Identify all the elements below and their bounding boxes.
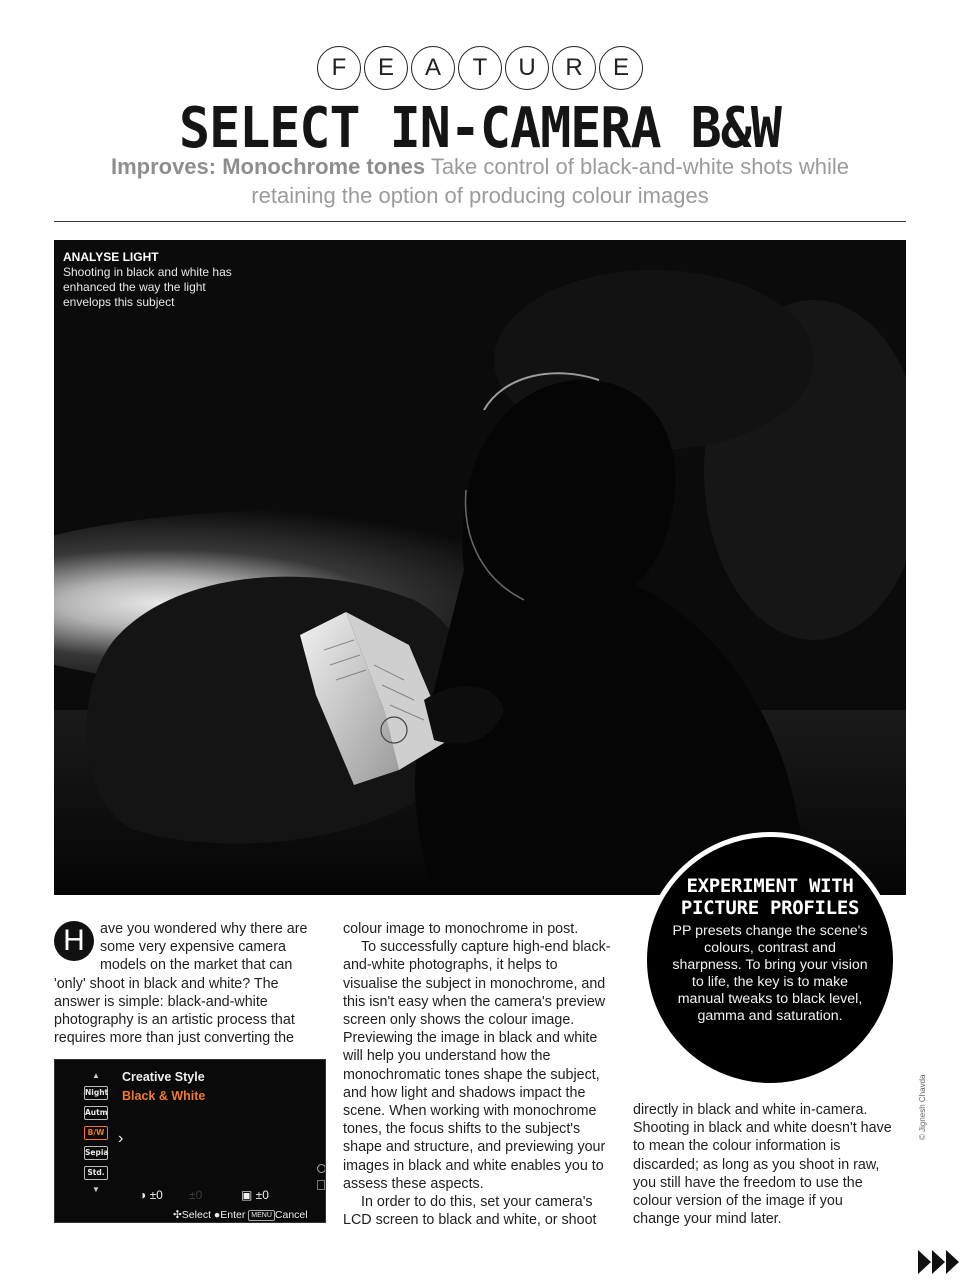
kicker-letter: A: [411, 46, 455, 90]
selected-style: Black & White: [122, 1089, 206, 1103]
menu-key-icon: MENU: [248, 1210, 275, 1221]
arrow-icon: [932, 1250, 945, 1274]
kicker-letter: F: [317, 46, 361, 90]
body-column-2: [343, 920, 615, 1229]
menu-title: Creative Style: [122, 1070, 205, 1084]
scroll-up-icon: ▲: [92, 1071, 100, 1080]
hero-photo: [54, 240, 906, 895]
contrast-setting: ◑ ±0: [139, 1188, 163, 1202]
arrow-icon: [946, 1250, 959, 1274]
tip-callout: [642, 832, 898, 1088]
style-tag: Autm: [84, 1106, 108, 1120]
body-paragraph: colour image to monochrome in post.: [343, 921, 579, 937]
standfirst: [80, 152, 880, 210]
style-tag: Sepia: [84, 1146, 108, 1160]
timer-icon: [317, 1164, 326, 1173]
hero-photo-illustration: [54, 240, 906, 895]
select-hint: ✣Select: [173, 1209, 211, 1221]
body-paragraph: ave you wondered why there are some very expensive camera models on the market that can 'only' shoot in black and white? The answer is simple: black-and-white photography is an artistic process that requires more than just converting the: [54, 921, 308, 1047]
cancel-hint: Cancel: [274, 1209, 308, 1221]
kicker-letter: R: [552, 46, 596, 90]
header-divider: [54, 221, 906, 222]
style-tag-active: B/W: [84, 1126, 108, 1140]
camera-screen-image: [54, 1059, 326, 1223]
scroll-down-icon: ▼: [92, 1185, 100, 1194]
photo-caption-title: ANALYSE LIGHT: [63, 250, 159, 264]
style-tag: Night: [84, 1086, 108, 1100]
standfirst-lead: Improves: Monochrome tones: [110, 154, 426, 179]
camera-footer-hints: [173, 1209, 308, 1221]
continue-arrows-icon: [918, 1250, 960, 1274]
enter-hint: ●Enter: [213, 1209, 246, 1221]
creative-style-list: [83, 1072, 109, 1194]
kicker-letter: U: [505, 46, 549, 90]
drop-cap: H: [54, 921, 94, 961]
style-tag: Std.: [84, 1166, 108, 1180]
feature-kicker: [0, 46, 960, 90]
kicker-letter: E: [599, 46, 643, 90]
arrow-icon: [918, 1250, 931, 1274]
photo-caption: [63, 250, 233, 310]
body-paragraph: In order to do this, set your camera's LCD screen to black and white, or shoot: [343, 1194, 597, 1229]
body-column-3: [633, 1101, 893, 1228]
kicker-letter: T: [458, 46, 502, 90]
photo-credit: © Jignesh Chavda: [918, 1074, 927, 1140]
saturation-setting: ▣ ±0: [241, 1188, 269, 1202]
body-column-1: [54, 920, 322, 1047]
article-title: SELECT IN-CAMERA B&W: [179, 96, 781, 161]
chevron-right-icon: ›: [118, 1130, 124, 1147]
body-paragraph: To successfully capture high-end black-and-white photographs, it helps to visualise the subject in monochrome, and this isn't easy when the camera's preview screen only shows the colour image. Previewing the image in black and white will help you understand how the monochromatic tones shape the subject, and how light and shadows impact the scene. When working with monochrome tones, the focus shifts to the subject's shape and structure, and previewing your images in black and white enables you to assess these aspects.: [343, 939, 611, 1192]
standfirst-text: Take control of black-and-white shots while retaining the option of producing colour images: [251, 154, 850, 208]
photo-caption-text: Shooting in black and white has enhanced the way the light envelops this subject: [63, 265, 232, 309]
callout-body: PP presets change the scene's colours, contrast and sharpness. To bring your vision to life, the key is to make manual tweaks to black level, gamma and saturation.: [672, 923, 868, 1024]
body-paragraph: directly in black and white in-camera. Shooting in black and white doesn't have to mean the colour information is discarded; as long as you shoot in raw, you still have the freedom to use the colour version of the image if you change your mind later.: [633, 1102, 892, 1228]
memory-card-icon: [317, 1180, 325, 1190]
kicker-letter: E: [364, 46, 408, 90]
dimmed-setting: ±0: [189, 1188, 203, 1202]
callout-title: EXPERIMENT WITH PICTURE PROFILES: [680, 875, 860, 919]
